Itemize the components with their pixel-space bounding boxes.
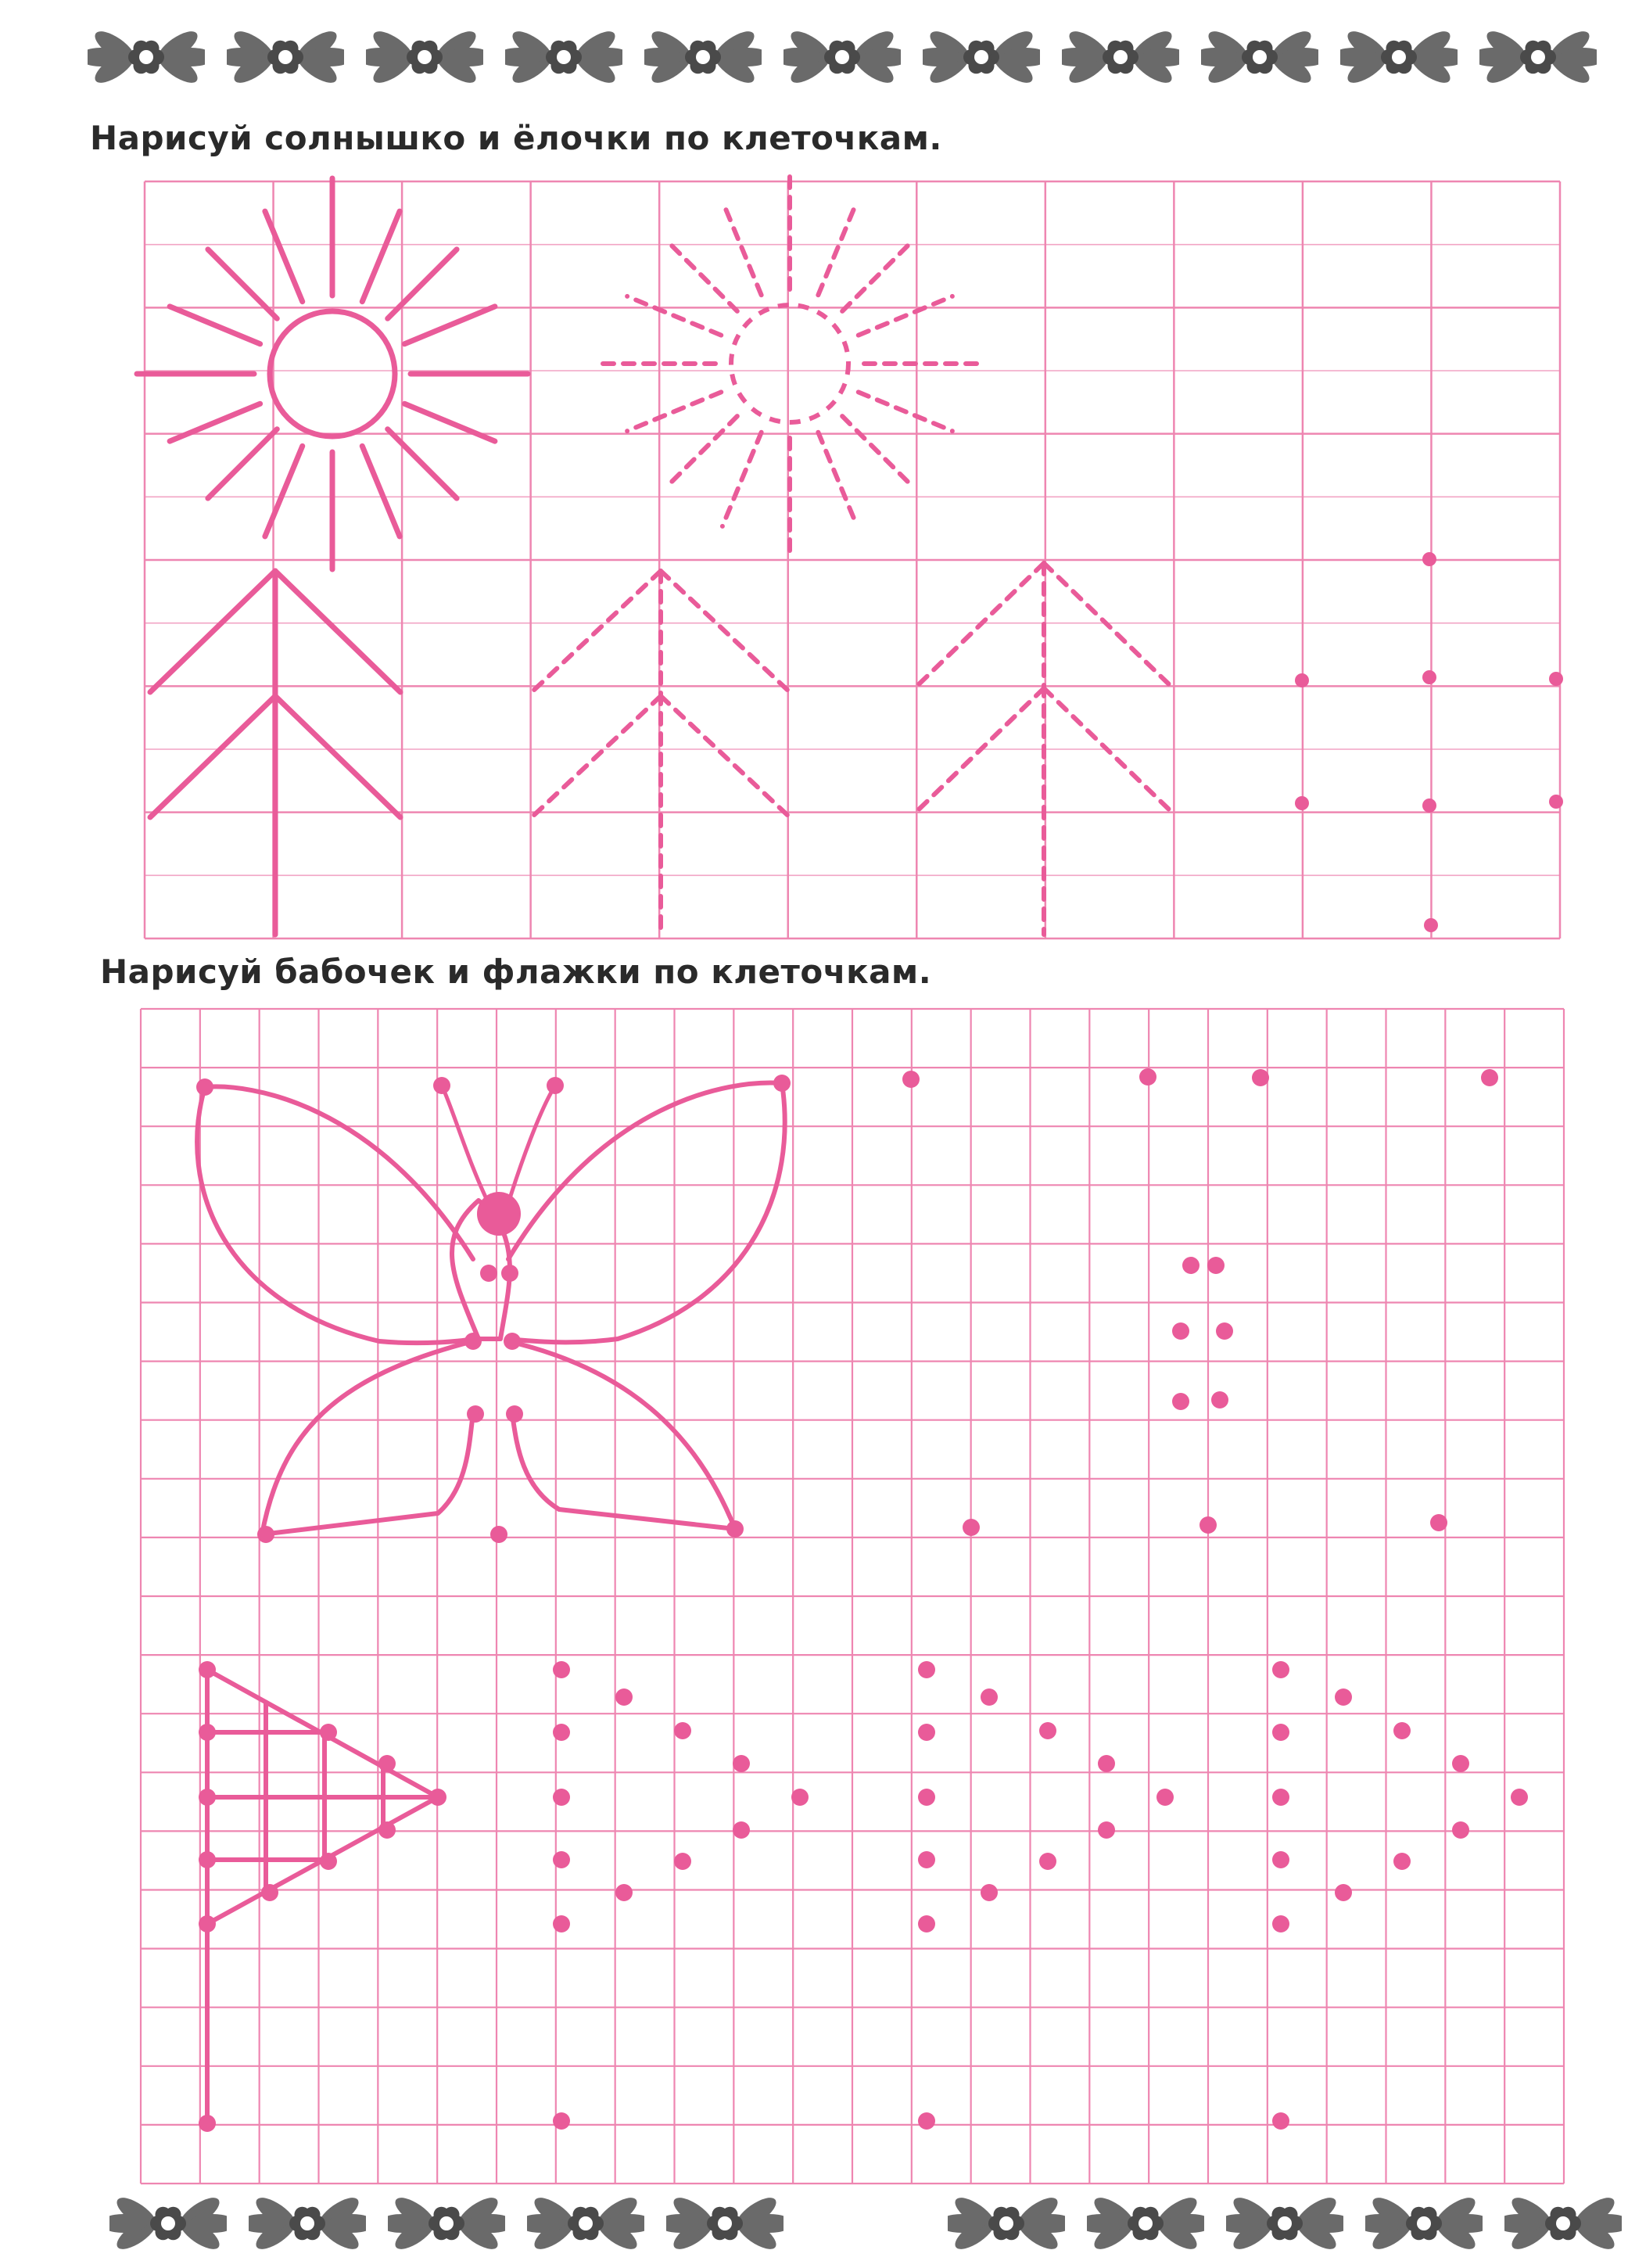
flag-guide-dot	[918, 1851, 935, 1868]
sun-ray	[170, 404, 260, 441]
flag-point	[199, 2115, 216, 2132]
task-heading-1: Нарисуй солнышко и ёлочки по клеточкам.	[90, 119, 942, 157]
sun-ray	[665, 239, 737, 311]
tree-guide-dot	[1549, 795, 1563, 809]
tree-branch	[661, 571, 790, 692]
flag-guide-dot	[553, 1661, 570, 1678]
sun-ray	[859, 392, 952, 431]
flower-leaves-icon	[666, 2196, 784, 2251]
butterfly-point	[506, 1405, 523, 1423]
butterfly-guide-dot	[1481, 1069, 1498, 1086]
flag-guide-dot	[1452, 1755, 1469, 1772]
butterfly-guide-dot	[1430, 1514, 1447, 1531]
butterfly-antenna-right	[507, 1086, 555, 1208]
tree-branch	[661, 696, 790, 817]
tree-branch	[1044, 563, 1169, 684]
flag-guide-dot	[1335, 1688, 1352, 1706]
tree-guide-dot	[1549, 672, 1563, 686]
flower-leaves-icon	[527, 2196, 644, 2251]
tree-guide-dot	[1295, 796, 1309, 810]
tree-branch	[275, 571, 400, 692]
tree-dashed-trace-1	[532, 571, 790, 935]
butterfly-point	[196, 1078, 213, 1096]
butterfly-head	[477, 1192, 521, 1236]
butterfly-point	[773, 1075, 791, 1092]
tree-guide-dot	[1422, 552, 1436, 566]
bottom-flower-border-left	[109, 2196, 784, 2251]
butterfly-guide-dot	[1199, 1516, 1217, 1534]
tree-guide-dot	[1422, 670, 1436, 684]
butterfly-guide-dot	[1172, 1393, 1189, 1410]
flower-leaves-icon	[1504, 2196, 1622, 2251]
sun-ray	[665, 416, 737, 488]
butterfly-point	[726, 1520, 744, 1538]
flag-guide-dot	[981, 1688, 998, 1706]
sun-ray	[627, 392, 721, 431]
tree-guide-dot	[1422, 798, 1436, 813]
butterfly-wing-lower-left	[262, 1341, 473, 1534]
sun-ray	[362, 446, 400, 536]
butterfly-point	[257, 1526, 274, 1543]
flag-guide-dot	[1098, 1821, 1115, 1839]
butterfly-sample	[196, 1075, 791, 1543]
sun-dashed-trace	[594, 168, 985, 559]
flag-point	[199, 1789, 216, 1806]
butterfly-wing-upper-left	[197, 1086, 473, 1343]
butterfly-guide-dot	[902, 1071, 920, 1088]
task-heading-2: Нарисуй бабочек и флажки по клеточкам.	[100, 953, 932, 991]
flag-point	[429, 1789, 446, 1806]
flag-dot-guide	[553, 1661, 1528, 2130]
flag-guide-dot	[1272, 2112, 1289, 2130]
sun-ray	[208, 429, 277, 498]
flag-sample	[199, 1661, 446, 2132]
sun-ray	[404, 307, 494, 344]
tree-branch	[150, 696, 275, 817]
tree-branch	[275, 696, 400, 817]
flag-guide-dot	[1272, 1661, 1289, 1678]
butterfly-antenna-left	[442, 1086, 491, 1208]
flag-point	[378, 1821, 396, 1839]
flag-point	[320, 1724, 337, 1741]
butterfly-point	[501, 1265, 518, 1282]
flower-leaves-icon	[109, 2196, 227, 2251]
sun-ray	[818, 201, 857, 295]
tree-sample	[150, 571, 400, 935]
flag-guide-dot	[1393, 1722, 1411, 1739]
tree-branch	[532, 571, 661, 692]
flag-guide-dot	[615, 1688, 633, 1706]
tree-branch	[919, 563, 1044, 684]
flag-guide-dot	[553, 1915, 570, 1932]
sun-ray	[859, 296, 952, 336]
bottom-flower-border-right	[948, 2196, 1622, 2251]
flag-guide-dot	[1272, 1724, 1289, 1741]
sun-ray	[362, 211, 400, 301]
flag-guide-dot	[981, 1884, 998, 1901]
flag-guide-dot	[1272, 1915, 1289, 1932]
flag-guide-dot	[1511, 1789, 1528, 1806]
flag-guide-dot	[553, 1724, 570, 1741]
flag-guide-dot	[733, 1821, 750, 1839]
sun-ray	[265, 211, 303, 301]
flag-point	[261, 1884, 278, 1901]
flag-guide-dot	[1039, 1853, 1056, 1870]
sun-ray	[818, 432, 857, 526]
butterfly-guide-dot	[1252, 1069, 1269, 1086]
flower-leaves-icon	[1365, 2196, 1483, 2251]
flag-guide-dot	[918, 2112, 935, 2130]
flag-guide-dot	[1272, 1851, 1289, 1868]
flag-guide-dot	[1272, 1789, 1289, 1806]
butterfly-point	[490, 1526, 507, 1543]
tree-guide-dot	[1424, 918, 1438, 932]
tree-guide-dot	[1295, 673, 1309, 687]
butterfly-point	[547, 1077, 564, 1094]
flag-guide-dot	[1452, 1821, 1469, 1839]
butterfly-guide-dot	[1216, 1322, 1233, 1340]
flag-point	[199, 1851, 216, 1868]
flag-guide-dot	[733, 1755, 750, 1772]
sun-ray	[265, 446, 303, 536]
flag-guide-dot	[553, 1851, 570, 1868]
flower-leaves-icon	[388, 2196, 505, 2251]
flag-point	[199, 1915, 216, 1932]
butterfly-point	[433, 1077, 450, 1094]
tree-branch	[150, 571, 275, 692]
flag-guide-dot	[918, 1915, 935, 1932]
sun-ray	[842, 416, 914, 488]
butterfly-guide-dot	[1139, 1068, 1156, 1086]
flag-guide-dot	[615, 1884, 633, 1901]
flag-guide-dot	[918, 1789, 935, 1806]
sun-sample	[137, 178, 528, 569]
sun-ray	[404, 404, 494, 441]
butterfly-guide-dot	[1182, 1257, 1199, 1274]
flower-leaves-icon	[1226, 2196, 1343, 2251]
flag-point	[199, 1661, 216, 1678]
sun-ray	[627, 296, 721, 336]
flag-point	[199, 1724, 216, 1741]
butterfly-point	[464, 1333, 482, 1350]
butterfly-guide-dot	[1211, 1391, 1228, 1409]
flower-leaves-icon	[1087, 2196, 1204, 2251]
flag-point	[378, 1755, 396, 1772]
sun-ray	[170, 307, 260, 344]
flag-guide-dot	[918, 1724, 935, 1741]
sun-circle	[731, 305, 848, 422]
butterfly-point	[504, 1333, 521, 1350]
sun-ray	[723, 432, 762, 526]
butterfly-guide-dot	[1207, 1257, 1225, 1274]
butterfly-guide-dot	[1172, 1322, 1189, 1340]
flag-point	[320, 1853, 337, 1870]
sun-ray	[723, 201, 762, 295]
flag-guide-dot	[674, 1853, 691, 1870]
flag-guide-dot	[1335, 1884, 1352, 1901]
flag-guide-dot	[918, 1661, 935, 1678]
sun-circle	[270, 311, 395, 436]
butterfly-point	[480, 1265, 497, 1282]
flag-guide-dot	[1039, 1722, 1056, 1739]
sun-ray	[388, 429, 457, 498]
flag-guide-dot	[1156, 1789, 1174, 1806]
butterfly-guide-dot	[963, 1519, 980, 1536]
flag-guide-dot	[553, 2112, 570, 2130]
flag-guide-dot	[1393, 1853, 1411, 1870]
sun-ray	[842, 239, 914, 311]
flag-guide-dot	[674, 1722, 691, 1739]
butterfly-wing-lower-right	[508, 1341, 735, 1529]
flower-leaves-icon	[948, 2196, 1065, 2251]
butterfly-point	[467, 1405, 484, 1423]
flag-guide-dot	[791, 1789, 809, 1806]
flower-leaves-icon	[249, 2196, 366, 2251]
grid-sun-trees	[145, 181, 1560, 938]
tree-branch	[532, 696, 661, 817]
grid-butterflies-flags	[141, 1009, 1564, 2184]
flag-guide-dot	[1098, 1755, 1115, 1772]
flag-guide-dot	[553, 1789, 570, 1806]
